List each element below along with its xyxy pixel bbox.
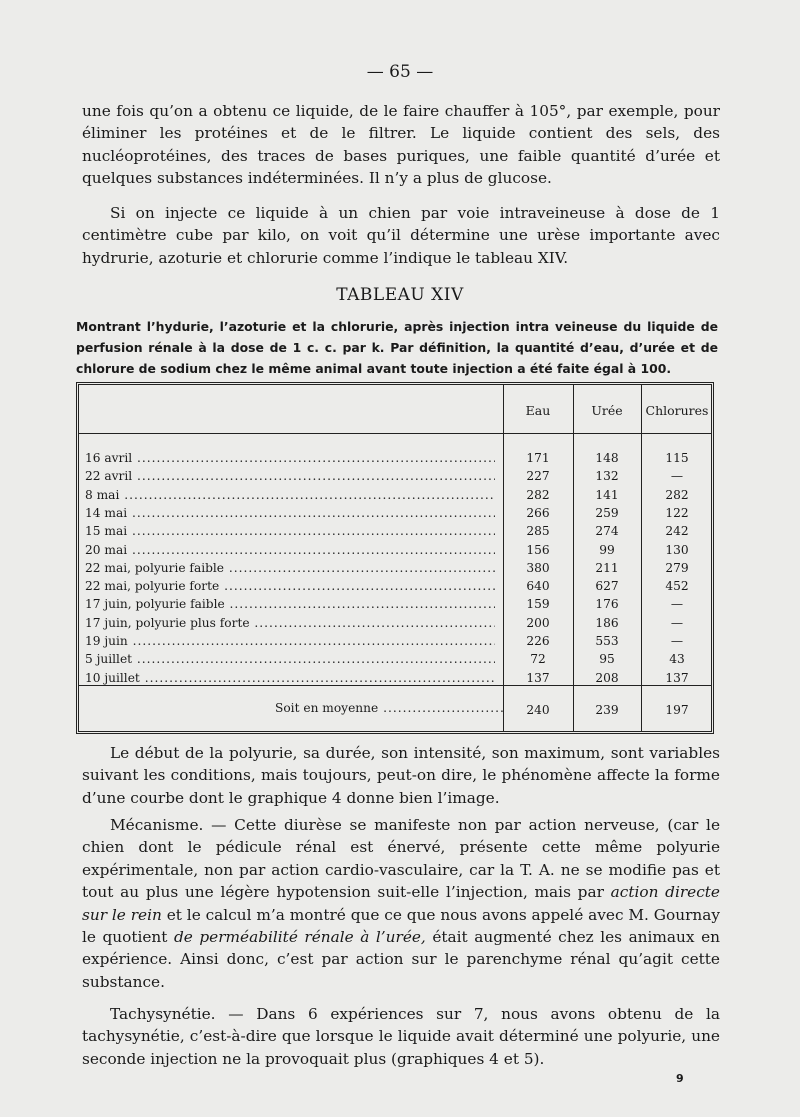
row-uree: 553 — [595, 634, 619, 648]
row-date: 17 juin, polyurie faible ..... — [85, 595, 495, 613]
table-row — [85, 559, 713, 577]
row-chlorures: — — [670, 469, 684, 484]
row-uree: 99 — [599, 542, 615, 557]
row-uree: 148 — [595, 451, 619, 465]
table-row — [85, 577, 713, 595]
paragraph-4-tail: était augmenté chez les animaux en expérience. Ainsi donc, c’est par action sur le parenchyme rénal qu’agit cette substance. — [82, 928, 720, 991]
row-date: 8 mai ..... — [85, 486, 495, 504]
table-caption: Montrant l’hydurie, l’azoturie et la chlorurie, après injection intra veineuse du liquide de perfusion rénale à la dose de 1 c. c. par k. Par définition, la quantité d’eau, d’urée et de chlorure de sodium chez le même animal avant toute injection a été faite égal à 100. — [76, 319, 718, 376]
row-date: 20 mai ..... — [85, 541, 495, 559]
page-number: — 65 — — [366, 62, 434, 82]
table-row — [85, 595, 713, 613]
row-date: 10 juillet ..... — [85, 669, 495, 687]
paragraph-4 — [82, 814, 720, 993]
table-row — [85, 449, 713, 467]
row-uree: 132 — [595, 469, 619, 484]
row-chlorures: — — [670, 597, 684, 612]
row-chlorures: 452 — [665, 579, 689, 594]
row-date: 22 mai, polyurie faible ..... — [85, 559, 495, 577]
table-row — [85, 669, 713, 687]
row-date: 19 juin ..... — [85, 632, 495, 650]
row-eau: 227 — [526, 469, 550, 484]
row-eau: 156 — [526, 542, 550, 557]
average-chlorures: 197 — [665, 703, 689, 717]
row-uree: 259 — [595, 505, 619, 520]
row-uree: 208 — [595, 670, 619, 685]
paragraph-4-italic-2: de perméabilité rénale à l’urée, — [173, 928, 426, 947]
table-row — [85, 632, 713, 650]
row-eau: 282 — [526, 487, 550, 502]
row-eau: 226 — [526, 634, 550, 648]
table-row — [85, 504, 713, 522]
table-row — [85, 541, 713, 559]
row-eau: 266 — [526, 505, 550, 520]
header-uree: Urée — [591, 403, 623, 418]
table-row — [85, 467, 713, 485]
row-uree: 176 — [595, 597, 619, 612]
row-chlorures: 282 — [665, 487, 689, 502]
row-chlorures: 130 — [665, 542, 689, 557]
header-rule — [79, 433, 711, 434]
row-chlorures: 43 — [669, 652, 685, 667]
row-chlorures: — — [670, 615, 684, 630]
row-uree: 95 — [599, 652, 615, 667]
table-title: TABLEAU XIV — [336, 285, 464, 305]
row-uree: 627 — [595, 579, 619, 594]
paragraph-1: une fois qu’on a obtenu ce liquide, de le faire chauffer à 105°, par exemple, pour éliminer les protéines et de le filtrer. Le liquide contient des sels, des nucléoprotéines, des traces de bases puriques, une faible quantité d’urée et quelques substances indéterminées. Il n’y a plus de glucose. — [82, 102, 720, 188]
paragraph-4-mid: et le calcul m’a montré que ce que nous avons appelé avec M. Gournay le quotient — [82, 905, 720, 947]
row-chlorures: — — [670, 634, 684, 648]
table-row — [85, 486, 713, 504]
row-eau: 285 — [526, 524, 550, 539]
row-eau: 200 — [526, 615, 550, 630]
header-chlorures: Chlorures — [645, 403, 709, 418]
row-chlorures: 115 — [665, 451, 689, 465]
average-uree: 239 — [595, 703, 619, 717]
data-table — [76, 382, 714, 734]
row-uree: 141 — [595, 487, 619, 502]
sheet-number: 9 — [676, 1072, 684, 1085]
row-chlorures: 137 — [665, 670, 689, 685]
row-date: 15 mai ..... — [85, 522, 495, 540]
row-eau: 72 — [530, 652, 546, 667]
row-date: 17 juin, polyurie plus forte ..... — [85, 614, 495, 632]
table-row — [85, 650, 713, 668]
row-chlorures: 242 — [665, 524, 689, 539]
average-label: Soit en moyenne ..... — [275, 701, 503, 715]
row-chlorures: 279 — [665, 560, 689, 575]
row-date: 16 avril ..... — [85, 449, 495, 467]
row-uree: 211 — [595, 560, 619, 575]
row-eau: 380 — [526, 560, 550, 575]
row-date: 5 juillet ..... — [85, 650, 495, 668]
paragraph-5: Tachysynétie. — Dans 6 expériences sur 7, nous avons obtenu de la tachysynétie, c’est-à-dire que lorsque le liquide avait déterminé une polyurie, une seconde injection ne la provoquait plus (graphiques 4 et 5). — [82, 1005, 720, 1068]
row-eau: 171 — [526, 451, 550, 465]
row-date: 22 avril ..... — [85, 467, 495, 485]
row-uree: 274 — [595, 524, 619, 539]
row-eau: 640 — [526, 579, 550, 594]
row-eau: 137 — [526, 670, 550, 685]
row-chlorures: 122 — [665, 505, 689, 520]
paragraph-4-lead: Mécanisme. — Cette diurèse se manifeste non par action nerveuse, (car le chien dont le pédicule rénal est énervé, présente cette même polyurie expérimentale, non par action cardio-vasculaire, car la T. A. ne se modifie pas et tout au plus une légère hypotension suit-elle l’injection, mais par — [82, 816, 720, 902]
paragraph-3: Le début de la polyurie, sa durée, son intensité, son maximum, sont variables suivant les conditions, mais toujours, peut-on dire, le phénomène affecte la forme d’une courbe dont le graphique 4 donne bien l’image. — [82, 744, 720, 807]
paragraph-2: Si on injecte ce liquide à un chien par voie intraveineuse à dose de 1 centimètre cube par kilo, on voit qu’il détermine une urèse importante avec hydrurie, azoturie et chlorurie comme l’indique le tableau XIV. — [82, 204, 720, 267]
paragraph-4-italic-1: action directe sur le rein — [82, 883, 720, 924]
row-date: 14 mai ..... — [85, 504, 495, 522]
row-uree: 186 — [595, 615, 619, 630]
header-eau: Eau — [525, 403, 551, 418]
table-row — [85, 614, 713, 632]
row-eau: 159 — [526, 597, 550, 612]
row-date: 22 mai, polyurie forte ..... — [85, 577, 495, 595]
average-eau: 240 — [526, 703, 550, 717]
table-row — [85, 522, 713, 540]
